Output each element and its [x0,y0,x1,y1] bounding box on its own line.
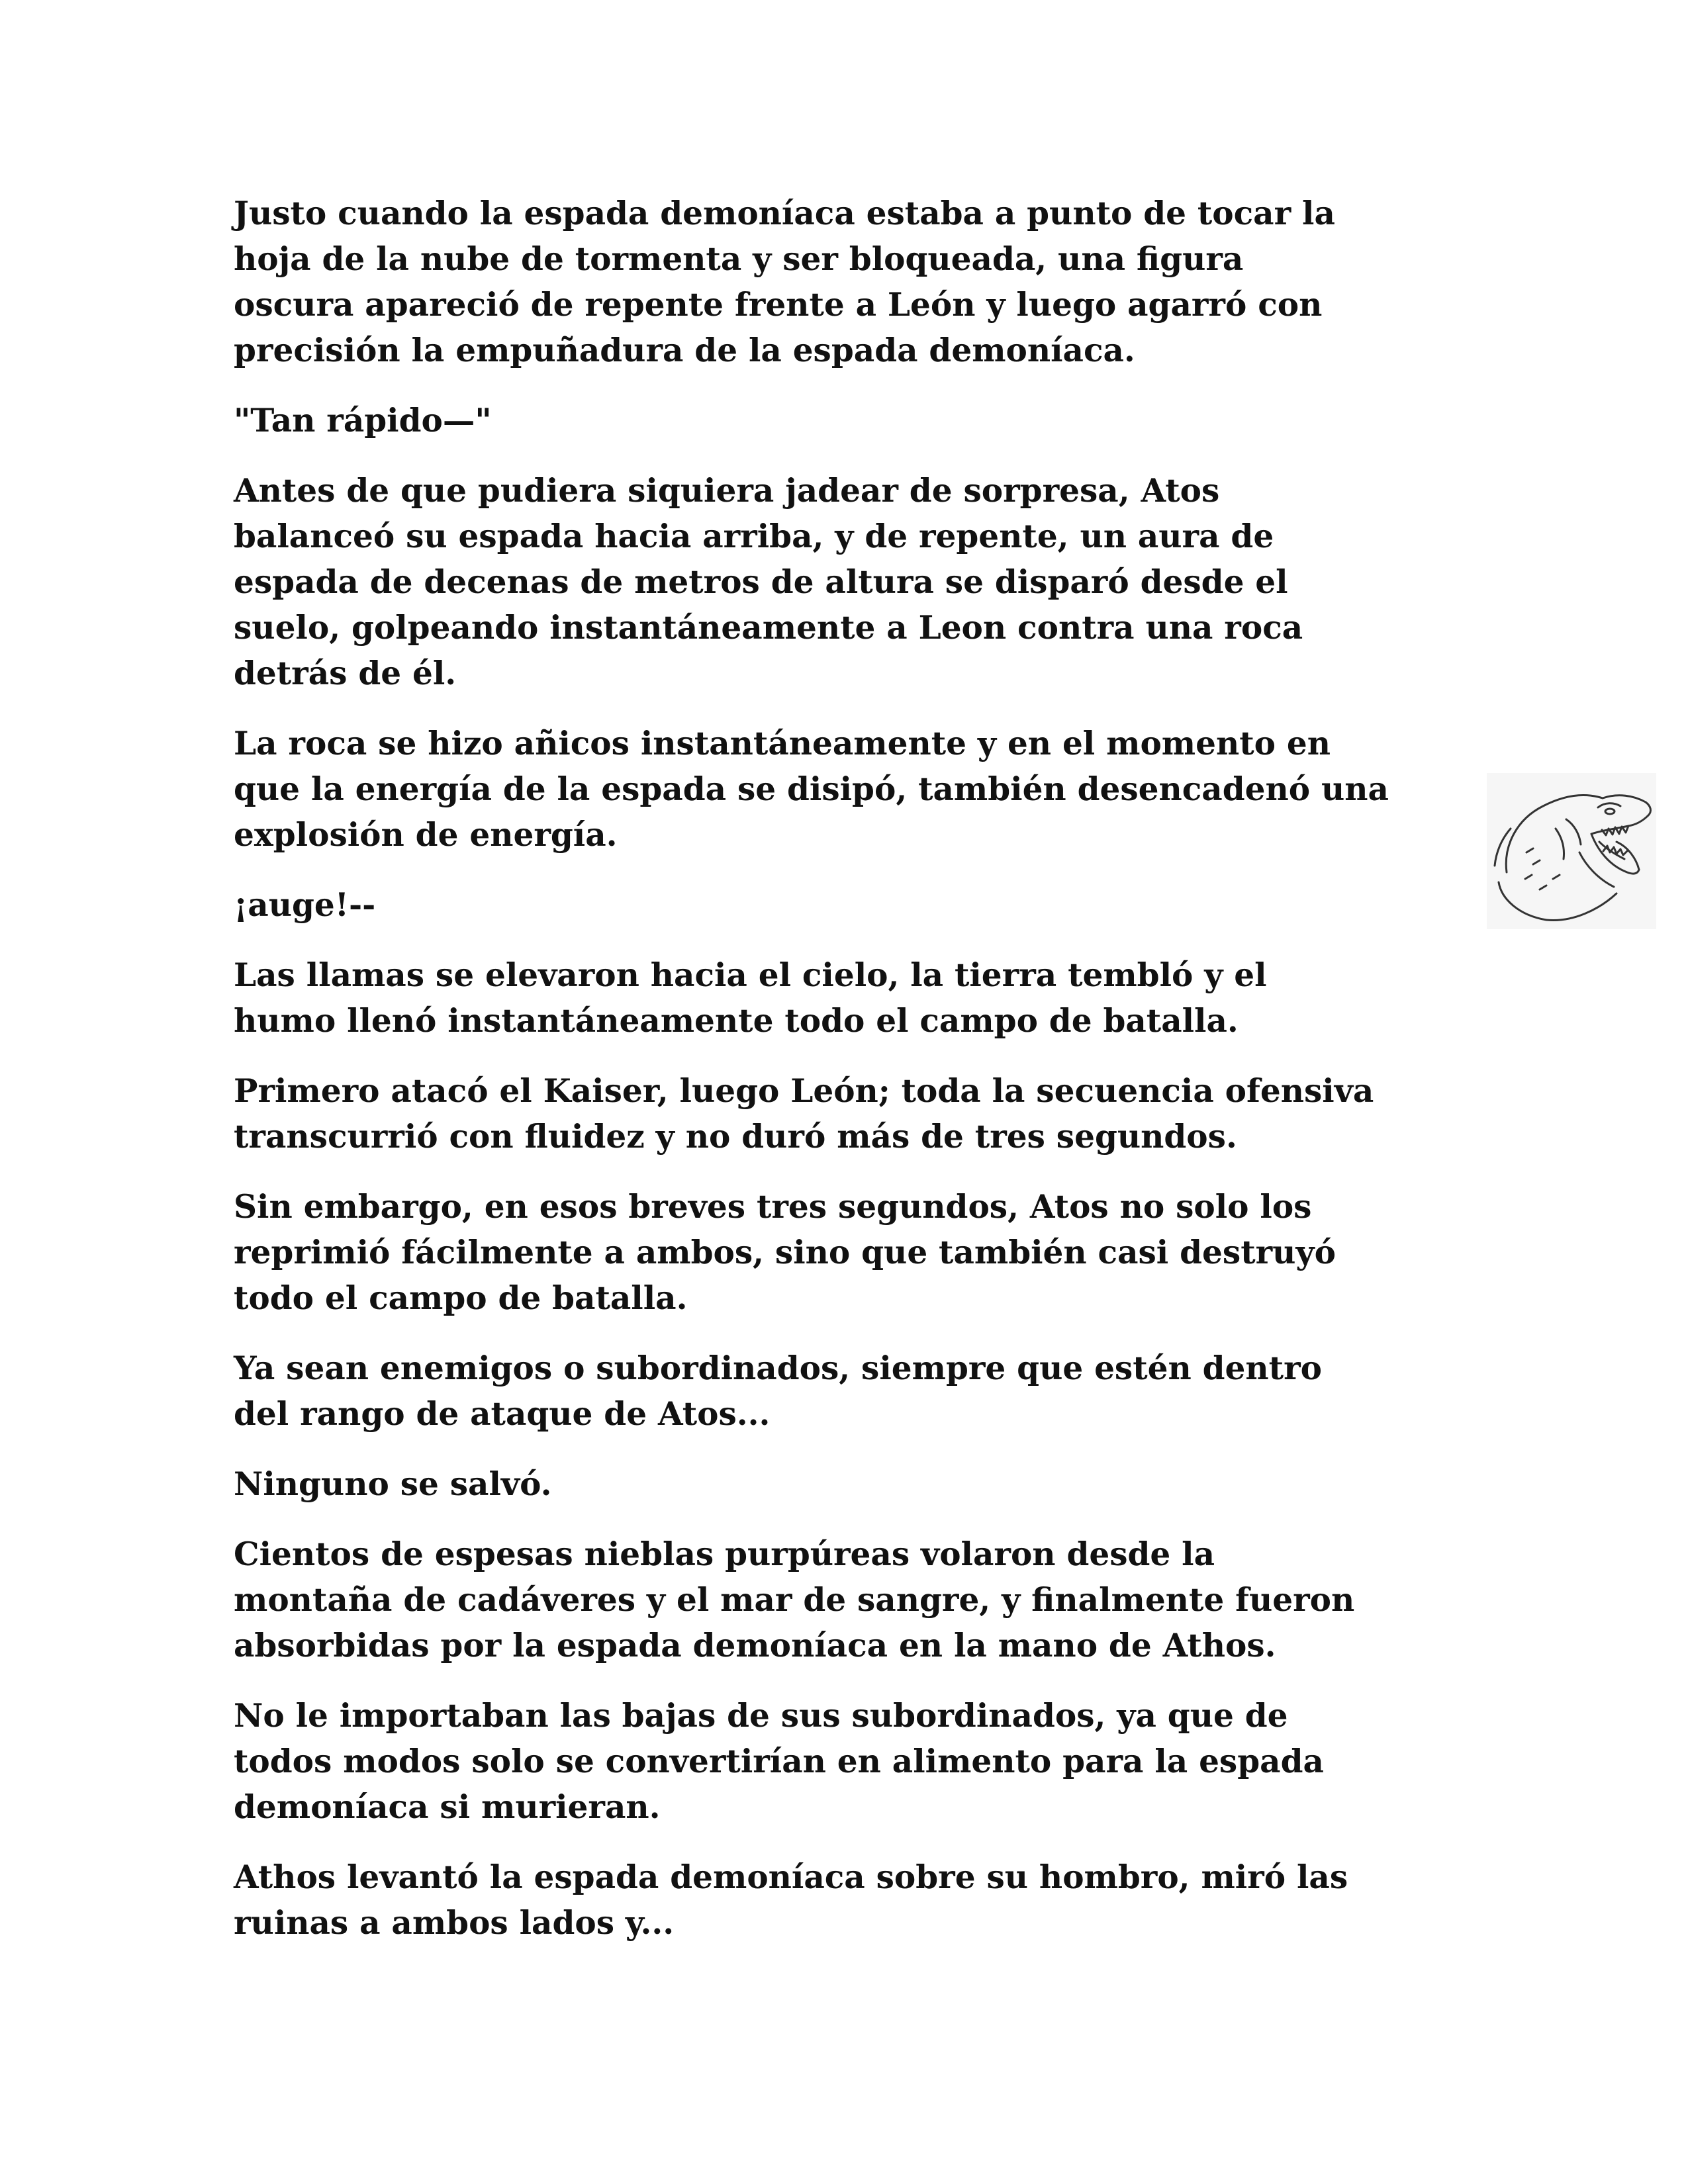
paragraph: No le importaban las bajas de sus subordinados, ya que de todos modos solo se convertirían en alimento para la espada demoníaca si murieran. [234,1697,1324,1826]
dinosaur-head-icon [1487,773,1656,929]
paragraph: Antes de que pudiera siquiera jadear de sorpresa, Atos balanceó su espada hacia arriba, y de repente, un aura de espada de decenas de metros de altura se disparó desde el suelo, golpeando instantáneamente a Leon contra una roca detrás de él. [234,472,1303,692]
paragraph: ¡auge!-- [234,886,376,924]
paragraph: Ya sean enemigos o subordinados, siempre que estén dentro del rango de ataque de Atos... [234,1349,1322,1433]
paragraph: La roca se hizo añicos instantáneamente y en el momento en que la energía de la espada se disipó, también desencadenó una explosión de energía. [234,725,1389,854]
paragraph: Athos levantó la espada demoníaca sobre su hombro, miró las ruinas a ambos lados y... [234,1858,1348,1942]
story-text [234,191,1458,1970]
paragraph: Justo cuando la espada demoníaca estaba a punto de tocar la hoja de la nube de tormenta y ser bloqueada, una figura oscura apareció de repente frente a León y luego agarró con precisión la empuñadura de la espada demoníaca. [234,195,1335,369]
paragraph: Las llamas se elevaron hacia el cielo, la tierra tembló y el humo llenó instantáneamente todo el campo de batalla. [234,956,1267,1040]
paragraph: "Tan rápido—" [234,402,492,439]
paragraph: Ninguno se salvó. [234,1465,552,1503]
paragraph: Primero atacó el Kaiser, luego León; toda la secuencia ofensiva transcurrió con fluidez y no duró más de tres segundos. [234,1072,1374,1156]
paragraph: Cientos de espesas nieblas purpúreas volaron desde la montaña de cadáveres y el mar de sangre, y finalmente fueron absorbidas por la espada demoníaca en la mano de Athos. [234,1535,1355,1664]
paragraph: Sin embargo, en esos breves tres segundos, Atos no solo los reprimió fácilmente a ambos, sino que también casi destruyó todo el campo de batalla. [234,1188,1336,1317]
